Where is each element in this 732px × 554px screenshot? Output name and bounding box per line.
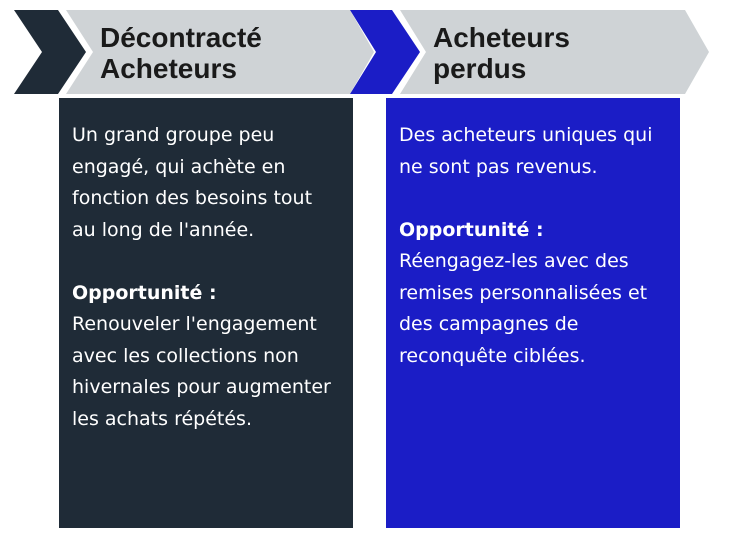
process-banner (0, 0, 732, 100)
opportunity-text: Réengagez-les avec des remises personnalisées et des campagnes de reconquête ciblées. (399, 250, 648, 367)
opportunity-label: Opportunité : (72, 281, 217, 304)
segment-opportunity-lost (399, 215, 668, 373)
segment-panel-lost (386, 98, 680, 528)
segment-description-lost: Des acheteurs uniques qui ne sont pas revenus. (399, 124, 653, 178)
segment-panel-casual (59, 98, 353, 528)
segment-title-lost-line2: perdus (433, 53, 527, 84)
segment-title-casual (100, 22, 262, 84)
segment-description-casual: Un grand groupe peu engagé, qui achète en fonction des besoins tout au long de l'année. (72, 124, 313, 241)
segment-title-lost-line1: Acheteurs (433, 22, 570, 53)
opportunity-label: Opportunité : (399, 218, 544, 241)
segment-title-casual-line1: Décontracté (100, 22, 262, 53)
segment-title-lost (433, 22, 570, 84)
opportunity-text: Renouveler l'engagement avec les collections non hivernales pour augmenter les achats répétés. (72, 313, 331, 430)
segment-title-casual-line2: Acheteurs (100, 53, 237, 84)
segment-opportunity-casual (72, 278, 341, 436)
